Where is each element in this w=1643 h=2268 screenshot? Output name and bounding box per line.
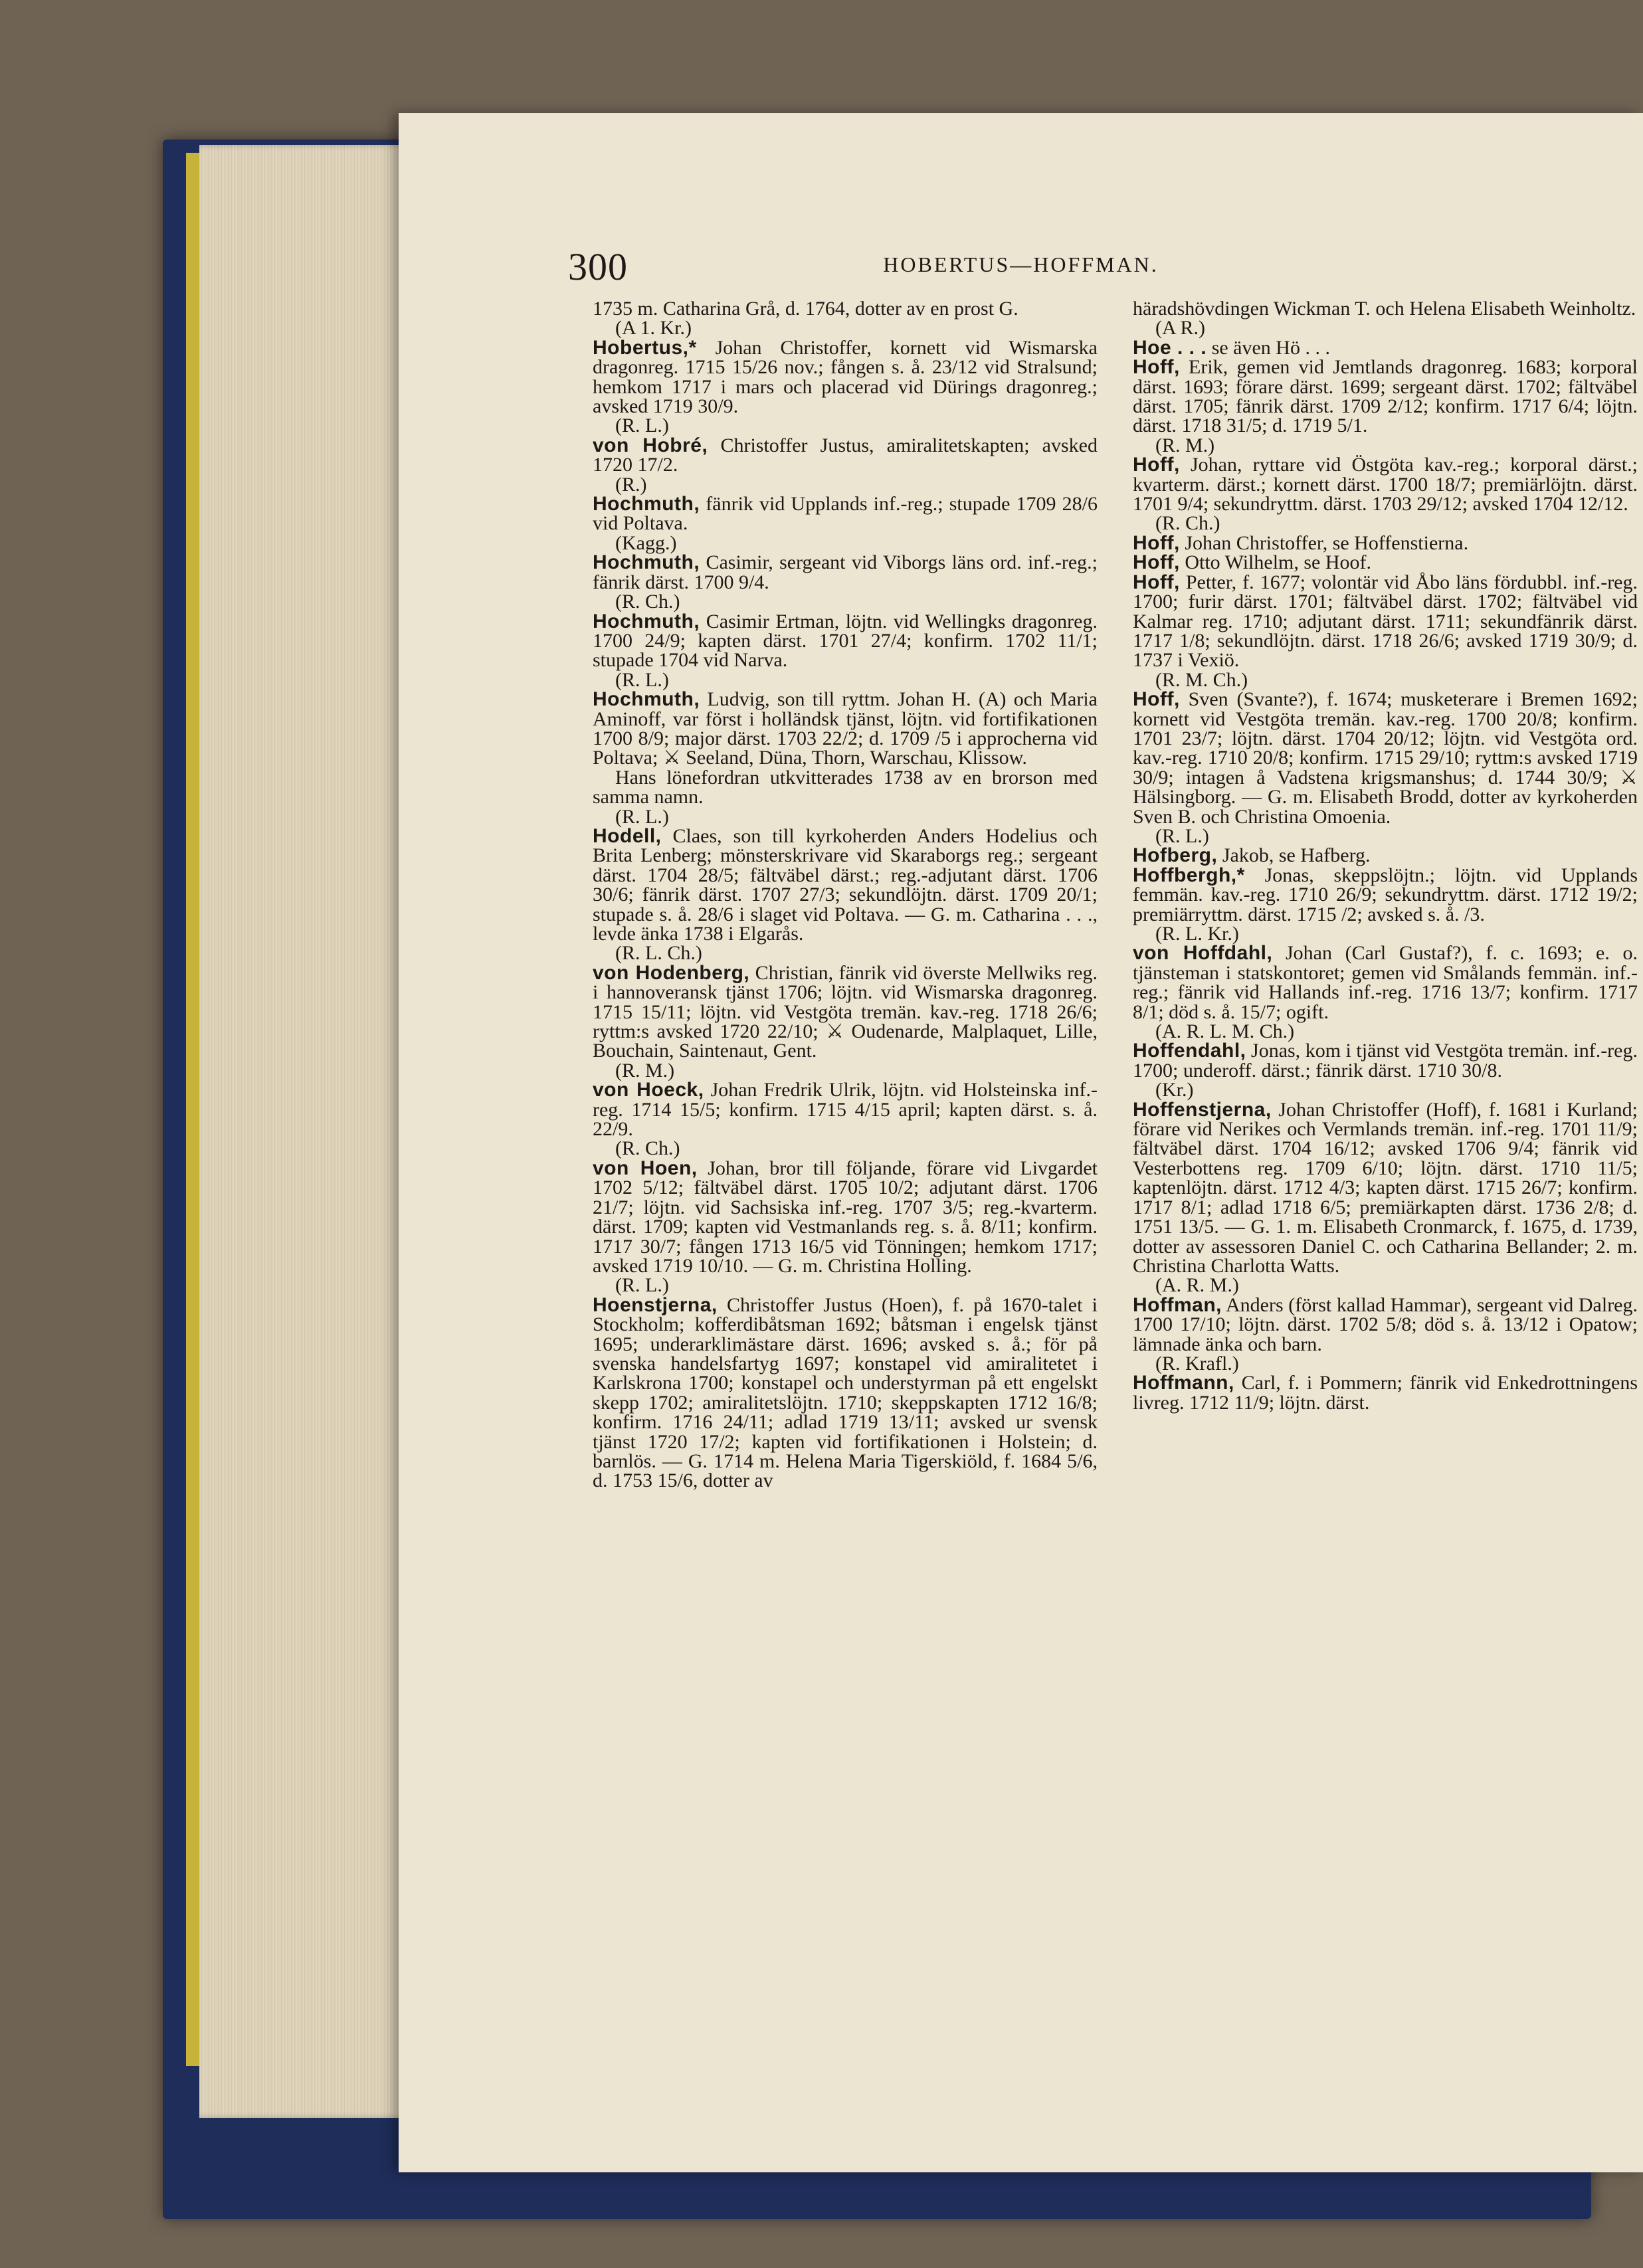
source-reference: (R. Ch.) <box>1155 512 1220 535</box>
entry-text: Casimir, sergeant vid Viborgs läns ord. inf.-reg.; fänrik därst. 1700 9/4. <box>593 551 1098 593</box>
right-column <box>1133 299 1638 1412</box>
entry-text: Casimir Ertman, löjtn. vid Wellingks dragonreg. 1700 24/9; kapten därst. 1701 27/4; konfirm. 1702 11/1; stupade 1704 vid Narva. <box>593 610 1098 672</box>
entry-text: Jakob, se Hafberg. <box>1217 844 1371 867</box>
entry <box>593 494 1098 533</box>
running-head: HOBERTUS—HOFFMAN. <box>883 252 1159 276</box>
source-reference: (A. R. L. M. Ch.) <box>1155 1020 1295 1043</box>
entry-name: Hoffenstjerna, <box>1133 1098 1272 1121</box>
entry <box>1133 455 1638 514</box>
entry-name: Hoff, <box>1133 688 1180 711</box>
source-reference: (R. L. Kr.) <box>1155 923 1239 945</box>
entry <box>593 436 1098 475</box>
book-page <box>399 113 1643 2172</box>
continued-text: 1735 m. Catharina Grå, d. 1764, dotter av en prost G. <box>593 298 1018 320</box>
source-reference: (R. M.) <box>615 1059 675 1082</box>
entry-name: von Hoffdahl, <box>1133 942 1273 965</box>
entry-name: Hochmuth, <box>593 493 700 516</box>
entry <box>1133 690 1638 826</box>
entry <box>593 826 1098 943</box>
entry-name: Hoffmann, <box>1133 1372 1234 1394</box>
entry <box>1133 866 1638 924</box>
entry <box>1133 553 1638 572</box>
entry-text: Jonas, skeppslöjtn.; löjtn. vid Upplands femmän. kav.-reg. 1710 26/9; sekundryttm. därst. 1712 19/2; premiärryttm. därst. 1715 /2; avsked s. å. /3. <box>1133 864 1638 925</box>
entry-text: se även Hö . . . <box>1207 336 1330 359</box>
entry-name: Hochmuth, <box>593 551 700 574</box>
entry-name: Hofberg, <box>1133 844 1218 867</box>
entry <box>1133 943 1638 1022</box>
entry-name: Hoff, <box>1133 454 1180 476</box>
entry-text: Johan Fredrik Ulrik, löjtn. vid Holsteinska inf.-reg. 1714 15/5; konfirm. 1715 4/15 april; kapten därst. s. å. 22/9. <box>593 1079 1098 1141</box>
entry-name: von Hoeck, <box>593 1079 704 1101</box>
entry-name: von Hobré, <box>593 434 708 456</box>
entry-text: Johan Christoffer, kornett vid Wismarska dragonreg. 1715 15/26 nov.; fången s. å. 23/12 vid Stralsund; hemkom 1717 i mars och placerad vid Dürings dragonreg.; avsked 1719 30/9. <box>593 336 1098 418</box>
entry-name: von Hodenberg, <box>593 961 750 984</box>
page-edges <box>199 145 412 2118</box>
source-reference: (R. Ch.) <box>615 591 680 613</box>
entry-text: Johan Christoffer (Hoff), f. 1681 i Kurland; förare vid Nerikes och Vermlands tremän. inf.-reg. 1701 11/9; fältväbel därst. 1704 16/12; avsked 1706 9/4; fänrik vid Vesterbottens reg. 1709 6/10; löjtn. därst. 1710 11/5; kaptenlöjtn. därst. 1712 4/3; kapten därst. 1715 26/7; konfirm. 1717 8/1; adlad 1718 6/5; premiärkapten därst. 1736 2/8; d. 1751 13/5. — G. 1. m. Elisabeth Cronmarck, f. 1675, d. 1739, dotter av assessoren Daniel C. och Catharina Bellander; 2. m. Christina Charlotta Watts. <box>1133 1098 1638 1277</box>
entry-text: Johan (Carl Gustaf?), f. c. 1693; e. o. tjänsteman i statskontoret; gemen vid Smålands femmän. inf.-reg.; fänrik vid Hallands inf.-reg. 1716 13/7; konfirm. 1717 8/1; död s. å. 15/7; ogift. <box>1133 942 1638 1023</box>
left-column <box>593 299 1098 1491</box>
entry <box>1133 573 1638 670</box>
entry <box>1133 357 1638 436</box>
source-reference: (A 1. Kr.) <box>615 317 692 339</box>
entry-text: Carl, f. i Pommern; fänrik vid Enkedrottningens livreg. 1712 11/9; löjtn. därst. <box>1133 1372 1638 1414</box>
entry-text: Christian, fänrik vid överste Mellwiks reg. i hannoveransk tjänst 1706; löjtn. vid Wismarska dragonreg. 1715 15/11; löjtn. vid Vestgöta tremän. kav.-reg. 1718 26/6; ryttm:s avsked 1720 22/10; ⚔ Oudenarde, Malplaquet, Lille, Bouchain, Saintenaut, Gent. <box>593 961 1098 1062</box>
entry-name: Hoffman, <box>1133 1293 1222 1316</box>
source-reference: (R. L.) <box>615 1274 669 1297</box>
entry-text: Christoffer Justus, amiralitetskapten; avsked 1720 17/2. <box>593 434 1098 476</box>
source-reference: (A R.) <box>1155 317 1205 339</box>
entry-name: Hodell, <box>593 824 662 847</box>
source-reference: (R. L. Ch.) <box>615 942 702 965</box>
source-reference: (R. M.) <box>1155 434 1215 456</box>
entry-text: Christoffer Justus (Hoen), f. på 1670-talet i Stockholm; kofferdibåtsman 1692; båtsman i engelsk tjänst 1695; underarklimästare därst. 1696; avsked s. å.; för på svenska handelsfartyg 1697; konstapel vid amiralitetet i Karlskrona 1700; konstapel och understyrman på ett engelskt skepp 1702; amiralitetslöjtn. 1710; skeppskapten 1712 16/8; konfirm. 1716 24/11; adlad 1719 13/11; avsked ur svensk tjänst 1720 17/2; kapten vid fortifikationen i Holstein; d. barnlös. — G. 1714 m. Helena Maria Tigerskiöld, f. 1684 5/6, d. 1753 15/6, dotter av <box>593 1293 1098 1492</box>
entry <box>593 612 1098 670</box>
source-reference: (R. L.) <box>615 415 669 437</box>
entry <box>1133 1041 1638 1080</box>
source-reference: (R. Ch.) <box>615 1137 680 1160</box>
entry <box>1133 1295 1638 1354</box>
entry-name: Hoff, <box>1133 551 1180 574</box>
source-reference: (R. Krafl.) <box>1155 1352 1239 1374</box>
entry <box>593 1080 1098 1139</box>
source-reference: (R.) <box>615 473 647 496</box>
page-number: 300 <box>568 245 628 288</box>
source-reference: (R. L.) <box>615 805 669 828</box>
entry-text: Johan Christoffer, se Hoffenstierna. <box>1179 531 1469 554</box>
entry <box>593 553 1098 592</box>
entry-name: Hoff, <box>1133 531 1180 554</box>
entry <box>1133 1373 1638 1412</box>
entry <box>593 1159 1098 1276</box>
continued-text: häradshövdingen Wickman T. och Helena Elisabeth Weinholtz. <box>1133 298 1636 320</box>
entry-name: Hoff, <box>1133 356 1180 379</box>
entry-name: Hoff, <box>1133 571 1180 593</box>
entry <box>1133 338 1638 357</box>
source-reference: (R. M. Ch.) <box>1155 668 1248 691</box>
entry-name: Hoe . . . <box>1133 336 1207 359</box>
source-reference: (Kr.) <box>1155 1079 1194 1101</box>
entry-text: Anders (först kallad Hammar), sergeant vid Dalreg. 1700 17/10; löjtn. därst. 1702 5/8; död s. å. 13/12 i Opatow; lämnade änka och barn. <box>1133 1293 1638 1355</box>
entry-text: Ludvig, son till ryttm. Johan H. (A) och Maria Aminoff, var först i holländsk tjänst, löjtn. vid fortifikationen 1700 8/9; major därst. 1703 22/2; d. 1709 /5 i approcherna vid Poltava; ⚔ Seeland, Düna, Thorn, Warschau, Klissow. <box>593 688 1098 769</box>
entry-name: Hobertus,* <box>593 336 697 359</box>
source-reference: (R. L.) <box>615 668 669 691</box>
entry-text: Claes, son till kyrkoherden Anders Hodelius och Brita Lenberg; mönsterskrivare vid Skaraborgs reg.; sergeant därst. 1704 28/5; fältväbel därst.; reg.-adjutant därst. 1706 30/6; fänrik därst. 1707 27/3; sekundlöjtn. därst. 1709 20/1; stupade s. å. 28/6 i slaget vid Poltava. — G. m. Catharina . . ., levde änka 1738 i Elgarås. <box>593 824 1098 945</box>
entry-text: Johan, bror till följande, förare vid Livgardet 1702 5/12; fältväbel därst. 1705 10/2; adjutant därst. 1706 21/7; löjtn. vid Sachsiska inf.-reg. 1707 3/5; reg.-kvarterm. därst. 1709; kapten vid Vestmanlands reg. s. å. 8/11; konfirm. 1717 30/7; fången 1713 16/5 vid Tönningen; hemkom 1717; avsked 1719 10/10. — G. m. Christina Holling. <box>593 1157 1098 1277</box>
entry-text: Otto Wilhelm, se Hoof. <box>1179 551 1372 574</box>
entry <box>593 338 1098 417</box>
entry <box>1133 1100 1638 1276</box>
entry-name: Hoenstjerna, <box>593 1293 718 1316</box>
entry-name: Hoffendahl, <box>1133 1040 1246 1062</box>
source-reference: (R. L.) <box>1155 824 1209 847</box>
cover-edge <box>186 153 199 2066</box>
entry-text: Sven (Svante?), f. 1674; musketerare i Bremen 1692; kornett vid Vestgöta tremän. kav.-reg. 1700 20/8; konfirm. 1701 23/7; löjtn. därst. 1704 20/12; löjtn. vid Vestgöta ord. kav.-reg. 1710 20/8; konfirm. 1715 29/10; ryttm:s avsked 1719 30/9; intagen å Vadstena krigsmanshus; d. 1744 30/9; ⚔ Hälsingborg. — G. m. Elisabeth Brodd, dotter av kyrkoherden Sven B. och Christina Omoenia. <box>1133 688 1638 828</box>
entry-name: von Hoen, <box>593 1157 698 1179</box>
entry-name: Hoffbergh,* <box>1133 864 1245 886</box>
note-text: Hans lönefordran utkvitterades 1738 av en brorson med samma namn. <box>593 766 1098 808</box>
source-reference: (Kagg.) <box>615 531 677 554</box>
entry-text: Erik, gemen vid Jemtlands dragonreg. 1683; korporal därst. 1693; förare därst. 1699; sergeant därst. 1702; fältväbel därst. 1705; fänrik därst. 1709 2/12; konfirm. 1717 6/4; löjtn. därst. 1718 31/5; d. 1719 5/1. <box>1133 356 1638 437</box>
entry-text: Johan, ryttare vid Östgöta kav.-reg.; korporal därst.; kvarterm. därst.; kornett därst. 1700 18/7; premiärlöjtn. därst. 1701 9/4; sekundryttm. därst. 1703 29/12; avsked 1704 12/12. <box>1133 454 1638 516</box>
entry <box>593 690 1098 768</box>
entry <box>1133 846 1638 865</box>
entry <box>1133 533 1638 553</box>
entry-text: Jonas, kom i tjänst vid Vestgöta tremän. inf.-reg. 1700; underoff. därst.; fänrik därst. 1710 30/8. <box>1133 1040 1638 1082</box>
entry-name: Hochmuth, <box>593 688 700 711</box>
entry-text: Petter, f. 1677; volontär vid Åbo läns fördubbl. inf.-reg. 1700; furir därst. 1701; fältväbel därst. 1702; fältväbel vid Kalmar reg. 1710; adjutant därst. 1711; sekundfänrik därst. 1717 1/8; sekundlöjtn. därst. 1718 26/6; avsked 1719 30/9; d. 1737 i Vexiö. <box>1133 571 1638 672</box>
entry <box>593 963 1098 1061</box>
source-reference: (A. R. M.) <box>1155 1274 1239 1297</box>
entry-name: Hochmuth, <box>593 610 700 632</box>
entry-text: fänrik vid Upplands inf.-reg.; stupade 1709 28/6 vid Poltava. <box>593 493 1098 535</box>
entry <box>593 1295 1098 1491</box>
